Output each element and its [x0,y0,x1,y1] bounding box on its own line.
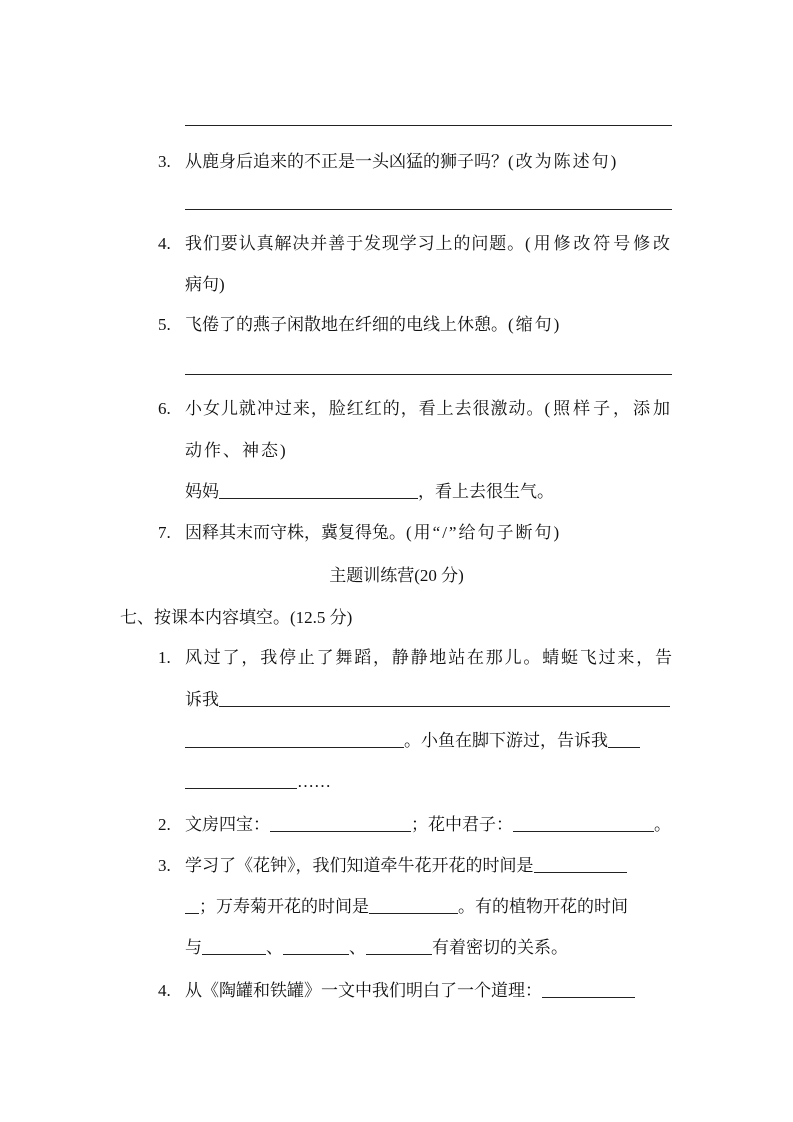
question-text: 因释其末而守株，冀复得兔。 [185,523,406,542]
question-5 [0,313,793,337]
blank-field[interactable] [608,730,640,748]
fill-question-3-line2 [185,895,628,919]
blank-field[interactable] [283,937,349,955]
question-number: 4. [158,234,171,253]
question-instruction: (改为陈述句) [508,152,619,171]
question-number: 3. [158,856,171,875]
question-instruction: (缩句) [508,315,562,334]
question-text: 与 [185,938,202,957]
blank-field[interactable] [185,771,297,789]
question-number: 2. [158,815,171,834]
question-text: 。小鱼在脚下游过，告诉我 [404,731,608,750]
question-text: 我们要认真解决并善于发现学习上的问题。 [185,234,526,253]
question-text: 小女儿就冲过来，脸红红的，看上去很激动。 [185,399,545,418]
fill-question-2 [0,813,793,837]
question-text: 风过了，我停止了舞蹈，静静地站在那儿。蜻蜓飞过来，告 [185,648,672,667]
fill-question-3-line3 [185,936,568,960]
question-7 [0,521,793,545]
question-text: 从《陶罐和铁罐》一文中我们明白了一个道理： [185,981,542,1000]
section-heading: 七、按课本内容填空。(12.5 分) [120,608,353,627]
question-text: 学习了《花钟》，我们知道牵牛花开花的时间是 [185,856,534,875]
blank-field[interactable] [185,730,404,748]
question-instruction-cont: 动作、神态) [185,441,288,460]
question-number: 7. [158,523,171,542]
question-text: 有着密切的关系。 [432,938,568,957]
question-text: 。有的植物开花的时间 [458,897,628,916]
answer-line[interactable] [185,374,672,375]
question-6 [0,397,793,421]
answer-line[interactable] [185,125,672,126]
sentence-prefix: 妈妈 [185,482,219,501]
question-text: ；万寿菊开花的时间是 [199,897,369,916]
question-4 [0,232,793,256]
question-instruction: (用修改符号修改 [525,234,672,253]
question-text: 诉我 [185,690,219,709]
question-3 [0,150,793,174]
question-text: 从鹿身后追来的不正是一头凶猛的狮子吗？ [185,152,508,171]
question-text: 。 [654,815,671,834]
question-text: 文房四宝： [185,815,270,834]
question-number: 4. [158,981,171,1000]
fill-question-1-line2 [185,688,670,712]
fill-question-1-line3 [185,729,640,753]
blank-field[interactable] [369,896,458,914]
sentence-suffix: ，看上去很生气。 [418,482,554,501]
blank-field[interactable] [219,481,418,499]
question-number: 1. [158,648,171,667]
blank-field[interactable] [185,896,199,914]
question-number: 3. [158,152,171,171]
example-sentence [185,480,554,504]
ellipsis: …… [297,772,331,791]
question-text: 飞倦了的燕子闲散地在纤细的电线上休憩。 [185,315,508,334]
answer-line[interactable] [185,209,672,210]
question-text: ；花中君子： [411,815,513,834]
question-number: 6. [158,399,171,418]
blank-field[interactable] [534,855,627,873]
blank-field[interactable] [270,814,411,832]
question-instruction-cont: 病句) [185,275,225,294]
separator: 、 [349,938,366,957]
fill-question-4 [0,979,793,1003]
separator: 、 [266,938,283,957]
blank-field[interactable] [366,937,432,955]
blank-field[interactable] [513,814,654,832]
fill-question-3 [0,854,793,878]
question-instruction: (用“/”给句子断句) [406,523,562,542]
question-instruction: (照样子，添加 [544,399,672,418]
question-number: 5. [158,315,171,334]
blank-field[interactable] [202,937,266,955]
fill-question-1 [0,646,793,670]
section-title: 主题训练营(20 分) [329,566,464,585]
blank-field[interactable] [219,689,670,707]
blank-field[interactable] [542,980,635,998]
fill-question-1-line4 [185,770,331,794]
